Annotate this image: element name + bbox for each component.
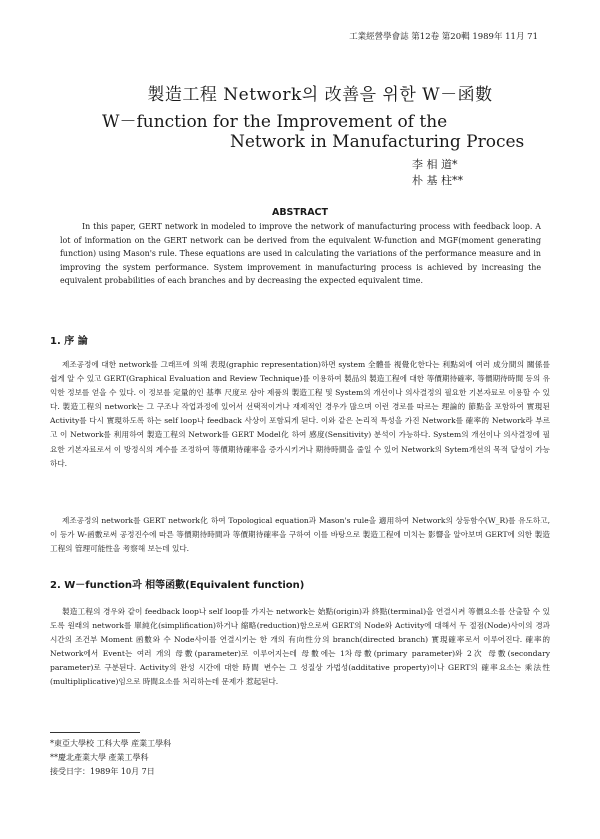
title-english-line-1: W－function for the Improvement of the	[102, 112, 448, 132]
author-1: 李 相 道*	[412, 158, 458, 171]
abstract-body: In this paper, GERT network in modeled to improve the network of manufacturing process with feedback loop. A lot of information on the GERT network can be derived from the equivalent W-function and MGF(moment generating function) using Mason's rule. These equations are used in calculating the variations of the performance measure and in improving the system performance. System improvement in manufacturing process is achieved by increasing the equivalent probabilities of each branches and by decreasing the expected equivalent time.	[60, 222, 541, 286]
title-korean: 製造工程 Network의 改善을 위한 W－函數	[147, 85, 493, 105]
section-2-heading: 2. W－function과 相等函數(Equivalent function)	[50, 580, 305, 591]
abstract-heading: ABSTRACT	[271, 207, 329, 218]
author-2: 朴 基 柱**	[412, 174, 463, 187]
footnote-divider	[50, 732, 140, 733]
footnote-affiliation-2: **慶北產業大學 產業工學科	[50, 753, 149, 762]
author-list	[412, 157, 522, 189]
section-1-heading: 1. 序 論	[50, 336, 88, 347]
title-english-line-2: Network in Manufacturing Proces	[230, 132, 525, 152]
footnote-affiliation-1: *東亞大學校 工科大學 産業工學科	[50, 739, 172, 748]
section-2-paragraph-1: 製造工程의 경우와 같이 feedback loop나 self loop를 가지는 network는 始點(origin)과 終點(terminal)을 연결시켜 等價요소를 산출할 수 있도록 원래의 network를 單純化(simplification)하거나 縮略(reduction)함으로써 GERT의 Node와 Activity에 대해서 두 절점(Node)사이의 경과시간의 조건부 Moment 函數와 수 Node사이를 연결시키는 한 개의 有向性分의 branch(directed branch) 實現確率로서 이루어진다. 確率的 Network에서 Event는 여러 개의 母數(parameter)로 이루어지는데 母數에는 1차母數(primary parameter)와 2次 母數(secondary parameter)로 구분된다. Activity의 완성 시간에 대한 時間 변수는 그 성질상 가법성(additative property)이나 GERT의 確率요소는 乘法性(multipliplicative)임으로 時間요소를 처리하는데 문제가 惹起된다.	[50, 607, 550, 687]
footnotes	[50, 737, 171, 779]
footnote-received-date: 接受日字：1989年 10月 7日	[50, 767, 155, 776]
section-1-paragraph-2: 제조공정의 network를 GERT network化 하여 Topological equation과 Mason's rule을 適用하여 Network의 상등함수(W_R)를 유도하고, 이 등가 W-函數로써 공정진수에 따른 等價期待時間과 等價期待確率을 구하여 이를 바탕으로 製造工程에 미치는 影響을 알아보며 GERT에 의한 製造工程의 管理可能性을 考察해 보는데 있다.	[50, 516, 550, 554]
running-head: 工業經營學會誌 第12卷 第20輯 1989年 11月 71	[349, 32, 538, 42]
title-block	[0, 80, 600, 152]
section-1-paragraph-1: 제조공정에 대한 network를 그래프에 의해 表現(graphic representation)하면 system 全體를 視覺化한다는 利點외에 여러 成分間의 關係를 쉽게 알 수 있고 GERT(Graphical Evaluation and Review Technique)를 이용하여 製品의 製造工程에 대한 等價期待確率, 等價期待時間 등의 유익한 정보를 얻을 수 있다. 이 정보를 定量的인 基準 尺度로 삼아 제품의 製造工程 및 System의 개선이나 의사결정의 필요한 기본자료로 이용할 수 있다. 製造工程의 network는 그 구조나 작업과정에 있어서 선택적이거나 재제적인 경우가 많으며 이런 경로를 따르는 理論的 節點을 포함하여 實現된 Activity를 다시 實現하도록 하는 self loop나 feedback 사상이 포함되게 된다. 이와 같은 논리적 특성을 가진 Network를 確率的 Network라 부르고 이 Network를 利用하여 製造工程의 Network를 GERT Model化 하여 感度(Sensitivity) 분석이 가능하다. System의 개선이나 의사결정에 필요한 기본자료로서 이 방정식의 계수를 조정하여 等價期待確率을 증가시키거나 期待時間을 줄일 수 있어 Network의 Sytem개선의 목적 달성이 가능하다.	[50, 360, 550, 468]
